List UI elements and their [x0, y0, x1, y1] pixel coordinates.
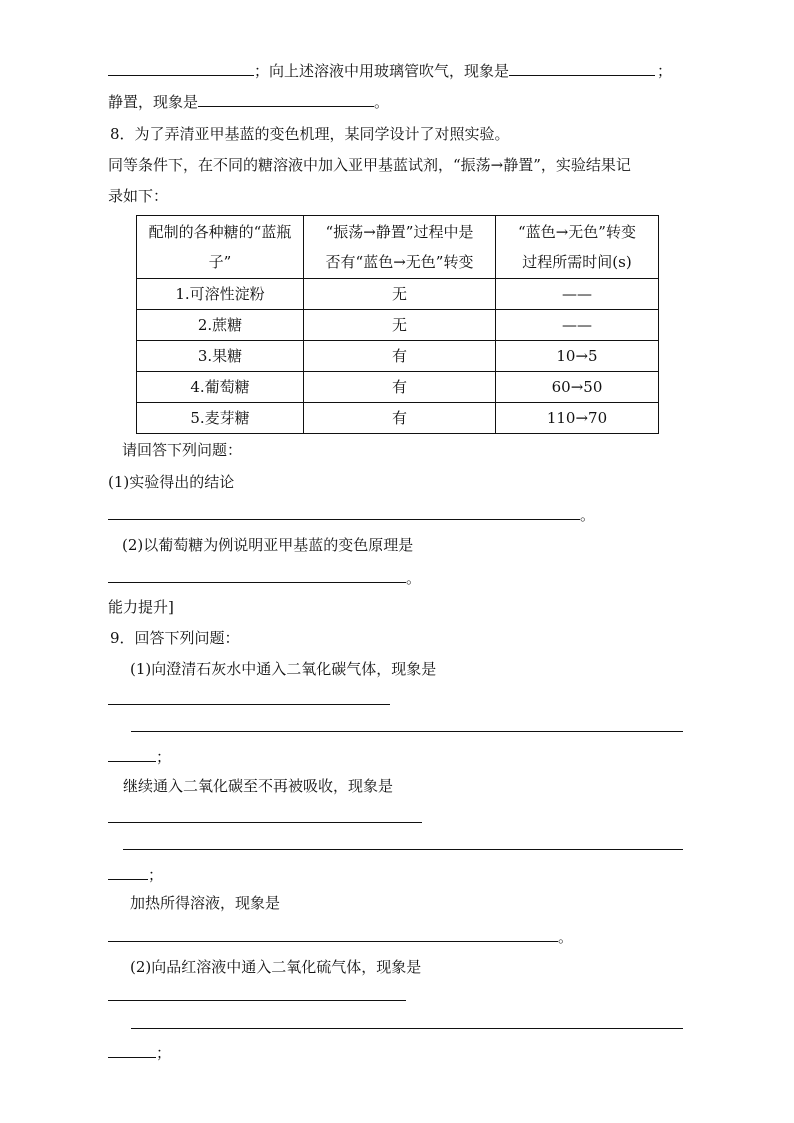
- table-cell: 4.葡萄糖: [137, 372, 304, 403]
- q8-intro-1: 同等条件下，在不同的糖溶液中加入亚甲基蓝试剂，“振荡→静置”，实验结果记: [108, 156, 631, 174]
- q9-semicolon: ；: [148, 866, 164, 884]
- q9-period: 。: [558, 928, 574, 946]
- table-cell: 有: [304, 403, 496, 434]
- q8-title: 8．为了弄清亚甲基蓝的变色机理，某同学设计了对照实验。: [110, 125, 510, 143]
- q8-period: 。: [580, 506, 596, 524]
- answer-blank[interactable]: [108, 60, 254, 76]
- table-cell: ——: [496, 310, 659, 341]
- q7-semicolon: ；: [657, 62, 673, 80]
- table-row: [137, 403, 659, 434]
- answer-blank[interactable]: [108, 864, 148, 880]
- q8-sub1: (1)实验得出的结论: [108, 473, 235, 491]
- table-cell: 有: [304, 341, 496, 372]
- q8-sub1-answer-line: [108, 504, 595, 525]
- table-row: [137, 310, 659, 341]
- answer-line[interactable]: [108, 1000, 406, 1001]
- table-row: [137, 341, 659, 372]
- q9-heat-answer-line: [108, 926, 573, 947]
- table-cell: 10→5: [496, 341, 659, 372]
- table-cell: 110→70: [496, 403, 659, 434]
- q9-continue-tail: [108, 864, 163, 885]
- table-cell: 3.果糖: [137, 341, 304, 372]
- table-cell: 60→50: [496, 372, 659, 403]
- q9-semicolon: ；: [156, 748, 172, 766]
- answer-blank[interactable]: [108, 926, 558, 942]
- table-header-cell: “蓝色→无色”转变 过程所需时间(s): [496, 216, 659, 279]
- q7-line2-text: 静置，现象是: [108, 93, 199, 111]
- answer-blank[interactable]: [198, 91, 374, 107]
- answer-blank[interactable]: [509, 60, 655, 76]
- q7-line-2: [108, 91, 389, 112]
- q8-prompt: 请回答下列问题：: [122, 441, 243, 459]
- table-header-cell: 配制的各种糖的“蓝瓶 子”: [137, 216, 304, 279]
- table-cell: 1.可溶性淀粉: [137, 279, 304, 310]
- table-cell: 无: [304, 310, 496, 341]
- q7-mid-text: ；向上述溶液中用玻璃管吹气，现象是: [254, 62, 510, 80]
- table-cell: 5.麦芽糖: [137, 403, 304, 434]
- q8-sub2: (2)以葡萄糖为例说明亚甲基蓝的变色原理是: [122, 536, 414, 554]
- table-header-row: [137, 216, 659, 279]
- q9-sub2: (2)向品红溶液中通入二氧化硫气体，现象是: [130, 958, 422, 976]
- q9-sub1-tail: [108, 746, 171, 767]
- q9-title: 9．回答下列问题：: [110, 629, 240, 647]
- answer-blank[interactable]: [108, 504, 580, 520]
- section-label: 能力提升]: [108, 598, 174, 616]
- q9-semicolon: ；: [156, 1044, 172, 1062]
- q8-period: 。: [406, 569, 422, 587]
- q7-line-1: [108, 60, 672, 81]
- sugar-results-table: [136, 215, 659, 434]
- answer-blank[interactable]: [108, 1042, 156, 1058]
- table-cell: 无: [304, 279, 496, 310]
- q9-sub2-tail: [108, 1042, 171, 1063]
- q7-period: 。: [374, 93, 390, 111]
- answer-blank[interactable]: [108, 567, 406, 583]
- table-row: [137, 372, 659, 403]
- table-cell: ——: [496, 279, 659, 310]
- answer-line[interactable]: [108, 822, 422, 823]
- table-cell: 2.蔗糖: [137, 310, 304, 341]
- table-cell: 有: [304, 372, 496, 403]
- q9-continue: 继续通入二氧化碳至不再被吸收，现象是: [123, 777, 394, 795]
- table-header-cell: “振荡→静置”过程中是 否有“蓝色→无色”转变: [304, 216, 496, 279]
- q8-intro-2: 录如下：: [108, 187, 169, 205]
- table-row: [137, 279, 659, 310]
- answer-line[interactable]: [108, 704, 390, 705]
- q9-sub1: (1)向澄清石灰水中通入二氧化碳气体，现象是: [130, 660, 437, 678]
- answer-blank[interactable]: [108, 746, 156, 762]
- answer-line[interactable]: [123, 849, 683, 850]
- answer-line[interactable]: [131, 1028, 683, 1029]
- q9-heat: 加热所得溶液，现象是: [130, 894, 281, 912]
- q8-sub2-answer-line: [108, 567, 421, 588]
- answer-line[interactable]: [131, 731, 683, 732]
